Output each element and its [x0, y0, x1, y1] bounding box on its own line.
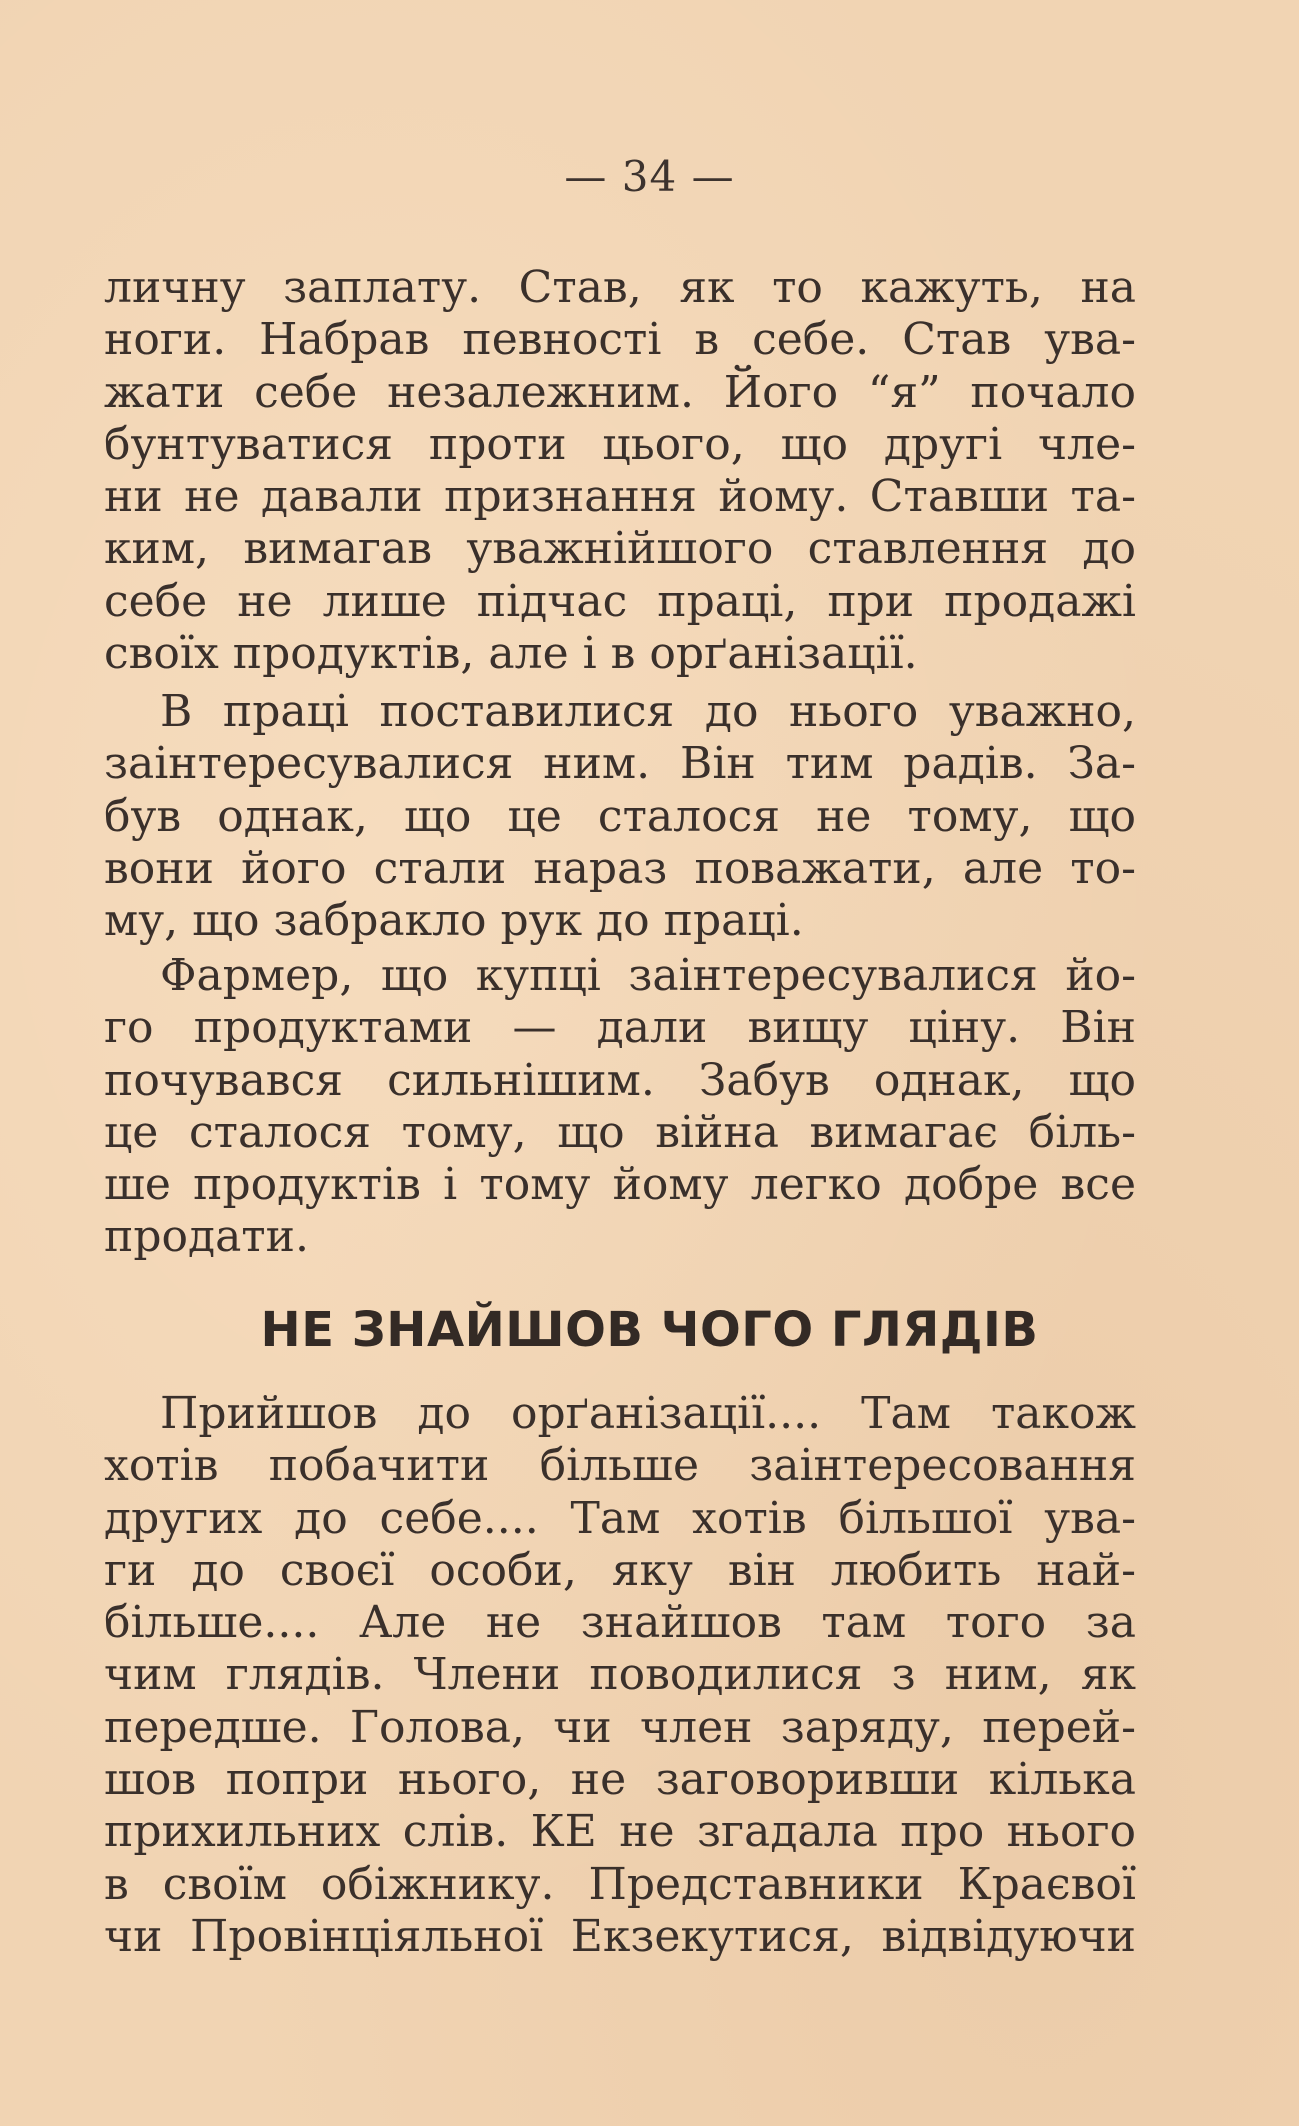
paragraph-1: [104, 262, 1136, 680]
text-line: себе не лише підчас праці, при продажі: [104, 575, 1136, 627]
text-line: Прийшов до орґанізації.... Там також: [160, 1388, 1136, 1439]
text-line: жати себе незалежним. Його “я” почало: [104, 366, 1136, 418]
text-line: личну заплату. Став, як то кажуть, на: [104, 262, 1136, 313]
text-line: ноги. Набрав певності в себе. Став ува-: [104, 314, 1136, 366]
text-line: ни не давали признання йому. Ставши та-: [104, 471, 1136, 523]
paragraph-2: [104, 686, 1136, 947]
text-line: ким, вимагав уважнійшого ставлення до: [104, 523, 1136, 575]
text-line: прихильних слів. КЕ не згадала про нього: [104, 1806, 1136, 1858]
text-line: своїх продуктів, але і в орґанізації.: [104, 628, 918, 680]
text-line: вони його стали нараз поважати, але то-: [104, 842, 1136, 894]
text-line: це сталося тому, що війна вимагає біль-: [104, 1106, 1136, 1158]
text-line: му, що забракло рук до праці.: [104, 895, 804, 947]
text-line: був однак, що це сталося не тому, що: [104, 790, 1136, 842]
page-number: — 34 —: [564, 152, 735, 201]
text-line: більше.... Але не знайшов там того за: [104, 1597, 1136, 1649]
text-line: заінтересувалися ним. Він тим радів. За-: [104, 738, 1136, 790]
text-line: ги до своєї особи, яку він любить най-: [104, 1544, 1136, 1596]
text-line: чим глядів. Члени поводилися з ним, як: [104, 1649, 1136, 1701]
text-line: продати.: [104, 1211, 309, 1263]
text-line: шов попри нього, не заговоривши кілька: [104, 1754, 1136, 1806]
text-line: го продуктами — дали вищу ціну. Він: [104, 1002, 1136, 1054]
paragraph-3: [104, 950, 1136, 1264]
text-line: почувався сильнішим. Забув однак, що: [104, 1054, 1136, 1106]
text-line: ше продуктів і тому йому легко добре все: [104, 1159, 1136, 1211]
section-paragraph: [104, 1388, 1136, 1963]
section-heading: НЕ ЗНАЙШОВ ЧОГО ГЛЯДІВ: [260, 1302, 1039, 1358]
text-line: в своїм обіжнику. Представники Краєвої: [104, 1858, 1136, 1910]
text-line: хотів побачити більше заінтересовання: [104, 1440, 1136, 1492]
text-line: бунтуватися проти цього, що другі чле-: [104, 418, 1136, 470]
text-line: других до себе.... Там хотів більшої ува-: [104, 1492, 1136, 1544]
text-line: В праці поставилися до нього уважно,: [160, 686, 1136, 737]
text-line: чи Провінціяльної Екзекутися, відвідуючи: [104, 1910, 1136, 1962]
text-line: Фармер, що купці заінтересувалися йо-: [160, 950, 1136, 1001]
text-line: передше. Голова, чи член заряду, перей-: [104, 1701, 1136, 1753]
